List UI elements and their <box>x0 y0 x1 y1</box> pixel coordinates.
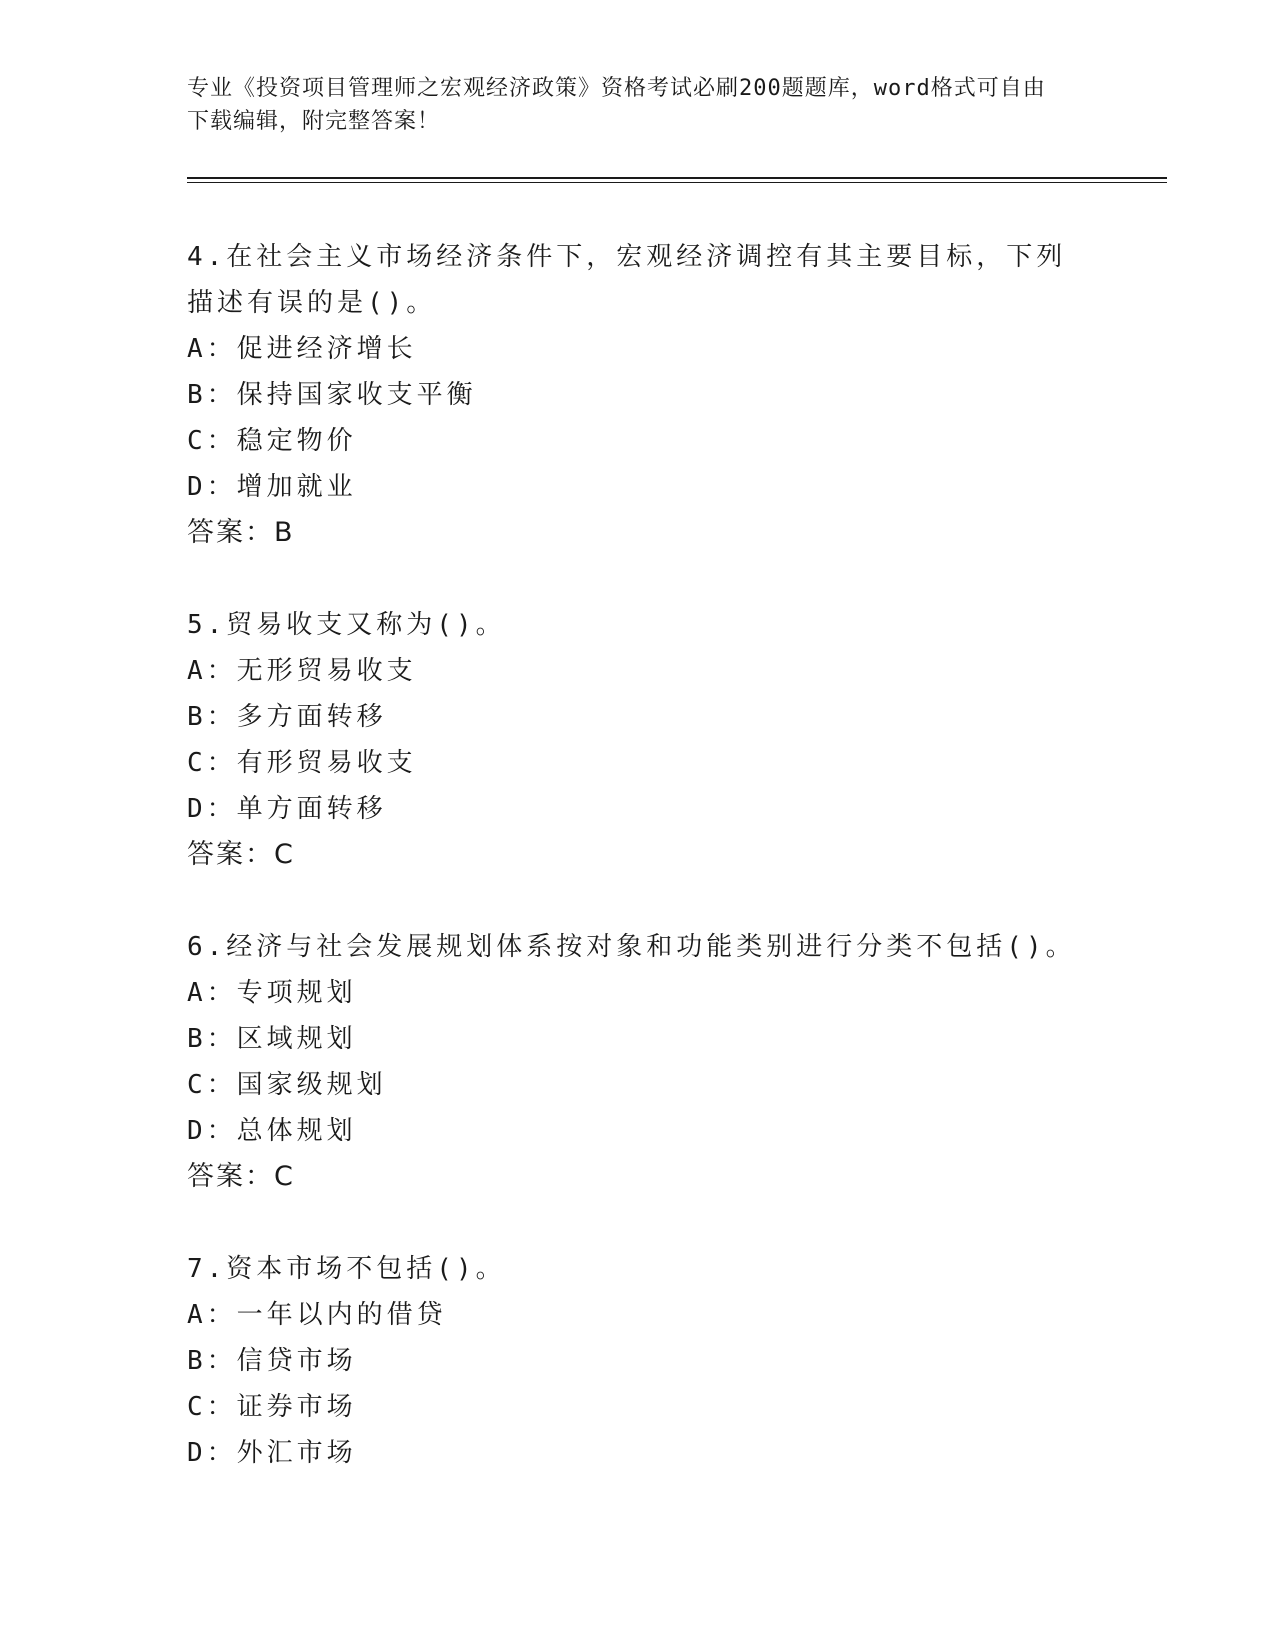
option-b: B：保持国家收支平衡 <box>187 380 477 410</box>
question-4 <box>187 234 1087 556</box>
question-text: 4.在社会主义市场经济条件下，宏观经济调控有其主要目标，下列描述有误的是()。 <box>187 242 1067 318</box>
option-d: D：单方面转移 <box>187 794 387 824</box>
document-header: 专业《投资项目管理师之宏观经济政策》资格考试必刷200题题库，word格式可自由下载编辑，附完整答案！ <box>187 76 1046 134</box>
option-d: D：增加就业 <box>187 472 357 502</box>
option-b: B：多方面转移 <box>187 702 387 732</box>
option-c: C：证券市场 <box>187 1392 357 1422</box>
question-text: 7.资本市场不包括()。 <box>187 1254 506 1284</box>
option-c: C：国家级规划 <box>187 1070 387 1100</box>
option-a: A：一年以内的借贷 <box>187 1300 447 1330</box>
option-c: C：稳定物价 <box>187 426 357 456</box>
header-divider <box>187 177 1167 183</box>
divider-thin-line <box>187 182 1167 183</box>
option-c: C：有形贸易收支 <box>187 748 417 778</box>
question-7 <box>187 1246 1087 1476</box>
option-a: A：促进经济增长 <box>187 334 417 364</box>
option-a: A：专项规划 <box>187 978 357 1008</box>
option-b: B：区域规划 <box>187 1024 357 1054</box>
question-text: 5.贸易收支又称为()。 <box>187 610 506 640</box>
option-b: B：信贷市场 <box>187 1346 357 1376</box>
answer-line: 答案：C <box>187 1161 295 1192</box>
option-d: D：总体规划 <box>187 1116 357 1146</box>
option-a: A：无形贸易收支 <box>187 656 417 686</box>
answer-line: 答案：B <box>187 517 295 548</box>
divider-thick-line <box>187 177 1167 179</box>
answer-line: 答案：C <box>187 839 295 870</box>
question-list <box>187 234 1087 1522</box>
question-5 <box>187 602 1087 878</box>
question-6 <box>187 924 1087 1200</box>
question-text: 6.经济与社会发展规划体系按对象和功能类别进行分类不包括()。 <box>187 932 1076 962</box>
option-d: D：外汇市场 <box>187 1438 357 1468</box>
